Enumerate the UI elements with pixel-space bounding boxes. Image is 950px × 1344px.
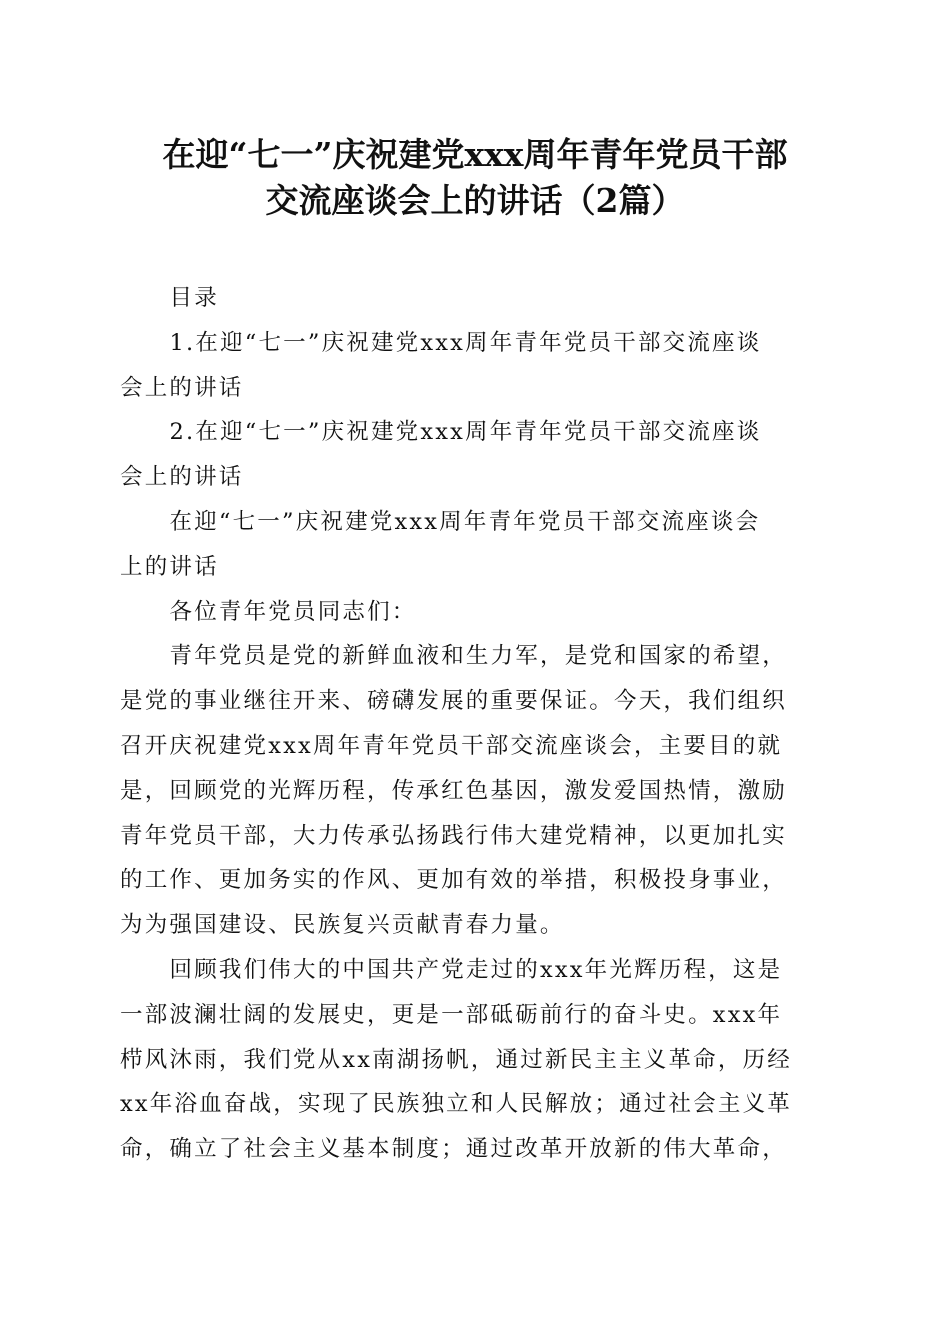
toc-item-2-cont bbox=[120, 455, 826, 500]
title-line-1: 在迎“七一”庆祝建党xxx周年青年党员干部 bbox=[162, 135, 788, 174]
toc-item-2-line-2: 会上的讲话 bbox=[120, 464, 244, 491]
paragraph-1-line-4: 是，回顾党的光辉历程，传承红色基因，激发爱国热情，激励 bbox=[120, 777, 787, 804]
paragraph-2-line-1: 回顾我们伟大的中国共产党走过的xxx年光辉历程，这是 bbox=[169, 956, 783, 983]
paragraph-2-line-5: 命，确立了社会主义基本制度；通过改革开放新的伟大革命， bbox=[120, 1136, 787, 1163]
paragraph-1-line-3: 召开庆祝建党xxx周年青年党员干部交流座谈会，主要目的就 bbox=[120, 732, 783, 759]
paragraph-1-line-5: 青年党员干部，大力传承弘扬践行伟大建党精神，以更加扎实 bbox=[120, 822, 787, 849]
paragraph-1-line-2: 是党的事业继往开来、磅礴发展的重要保证。今天，我们组织 bbox=[120, 688, 787, 715]
toc-item-2 bbox=[120, 410, 826, 455]
document-title bbox=[100, 132, 850, 224]
toc-item-1-line-1: 1.在迎“七一”庆祝建党xxx周年青年党员干部交流座谈 bbox=[169, 329, 762, 356]
paragraph-2-rest bbox=[120, 993, 826, 1172]
salutation: 各位青年党员同志们： bbox=[169, 598, 417, 625]
paragraph-1-line-1: 青年党员是党的新鲜血液和生力军，是党和国家的希望， bbox=[169, 643, 788, 670]
paragraph-1-rest bbox=[120, 679, 826, 948]
paragraph-2-line-2: 一部波澜壮阔的发展史，更是一部砥砺前行的奋斗史。xxx年 bbox=[120, 1001, 783, 1028]
toc-item-1-line-2: 会上的讲话 bbox=[120, 374, 244, 401]
section-title-cont bbox=[120, 545, 826, 590]
toc-heading: 目录 bbox=[169, 285, 219, 311]
paragraph-1-first bbox=[120, 634, 826, 679]
document-body bbox=[120, 276, 826, 1172]
paragraph-1-line-6: 的工作、更加务实的作风、更加有效的举措，积极投身事业， bbox=[120, 867, 787, 894]
paragraph-2-line-4: xx年浴血奋战，实现了民族独立和人民解放；通过社会主义革 bbox=[120, 1091, 792, 1118]
toc-item-1 bbox=[120, 321, 826, 366]
section-title-line-1: 在迎“七一”庆祝建党xxx周年青年党员干部交流座谈会 bbox=[169, 508, 761, 535]
section-title-line-2: 上的讲话 bbox=[120, 553, 219, 580]
paragraph-2-line-3: 栉风沐雨，我们党从xx南湖扬帆，通过新民主主义革命，历经 bbox=[120, 1046, 792, 1073]
section-title bbox=[120, 500, 826, 545]
toc-item-2-line-1: 2.在迎“七一”庆祝建党xxx周年青年党员干部交流座谈 bbox=[169, 419, 762, 446]
toc-item-1-cont bbox=[120, 366, 826, 411]
title-line-2: 交流座谈会上的讲话（2篇） bbox=[265, 181, 685, 220]
paragraph-2-first bbox=[120, 948, 826, 993]
paragraph-1-line-7: 为为强国建设、民族复兴贡献青春力量。 bbox=[120, 912, 565, 939]
